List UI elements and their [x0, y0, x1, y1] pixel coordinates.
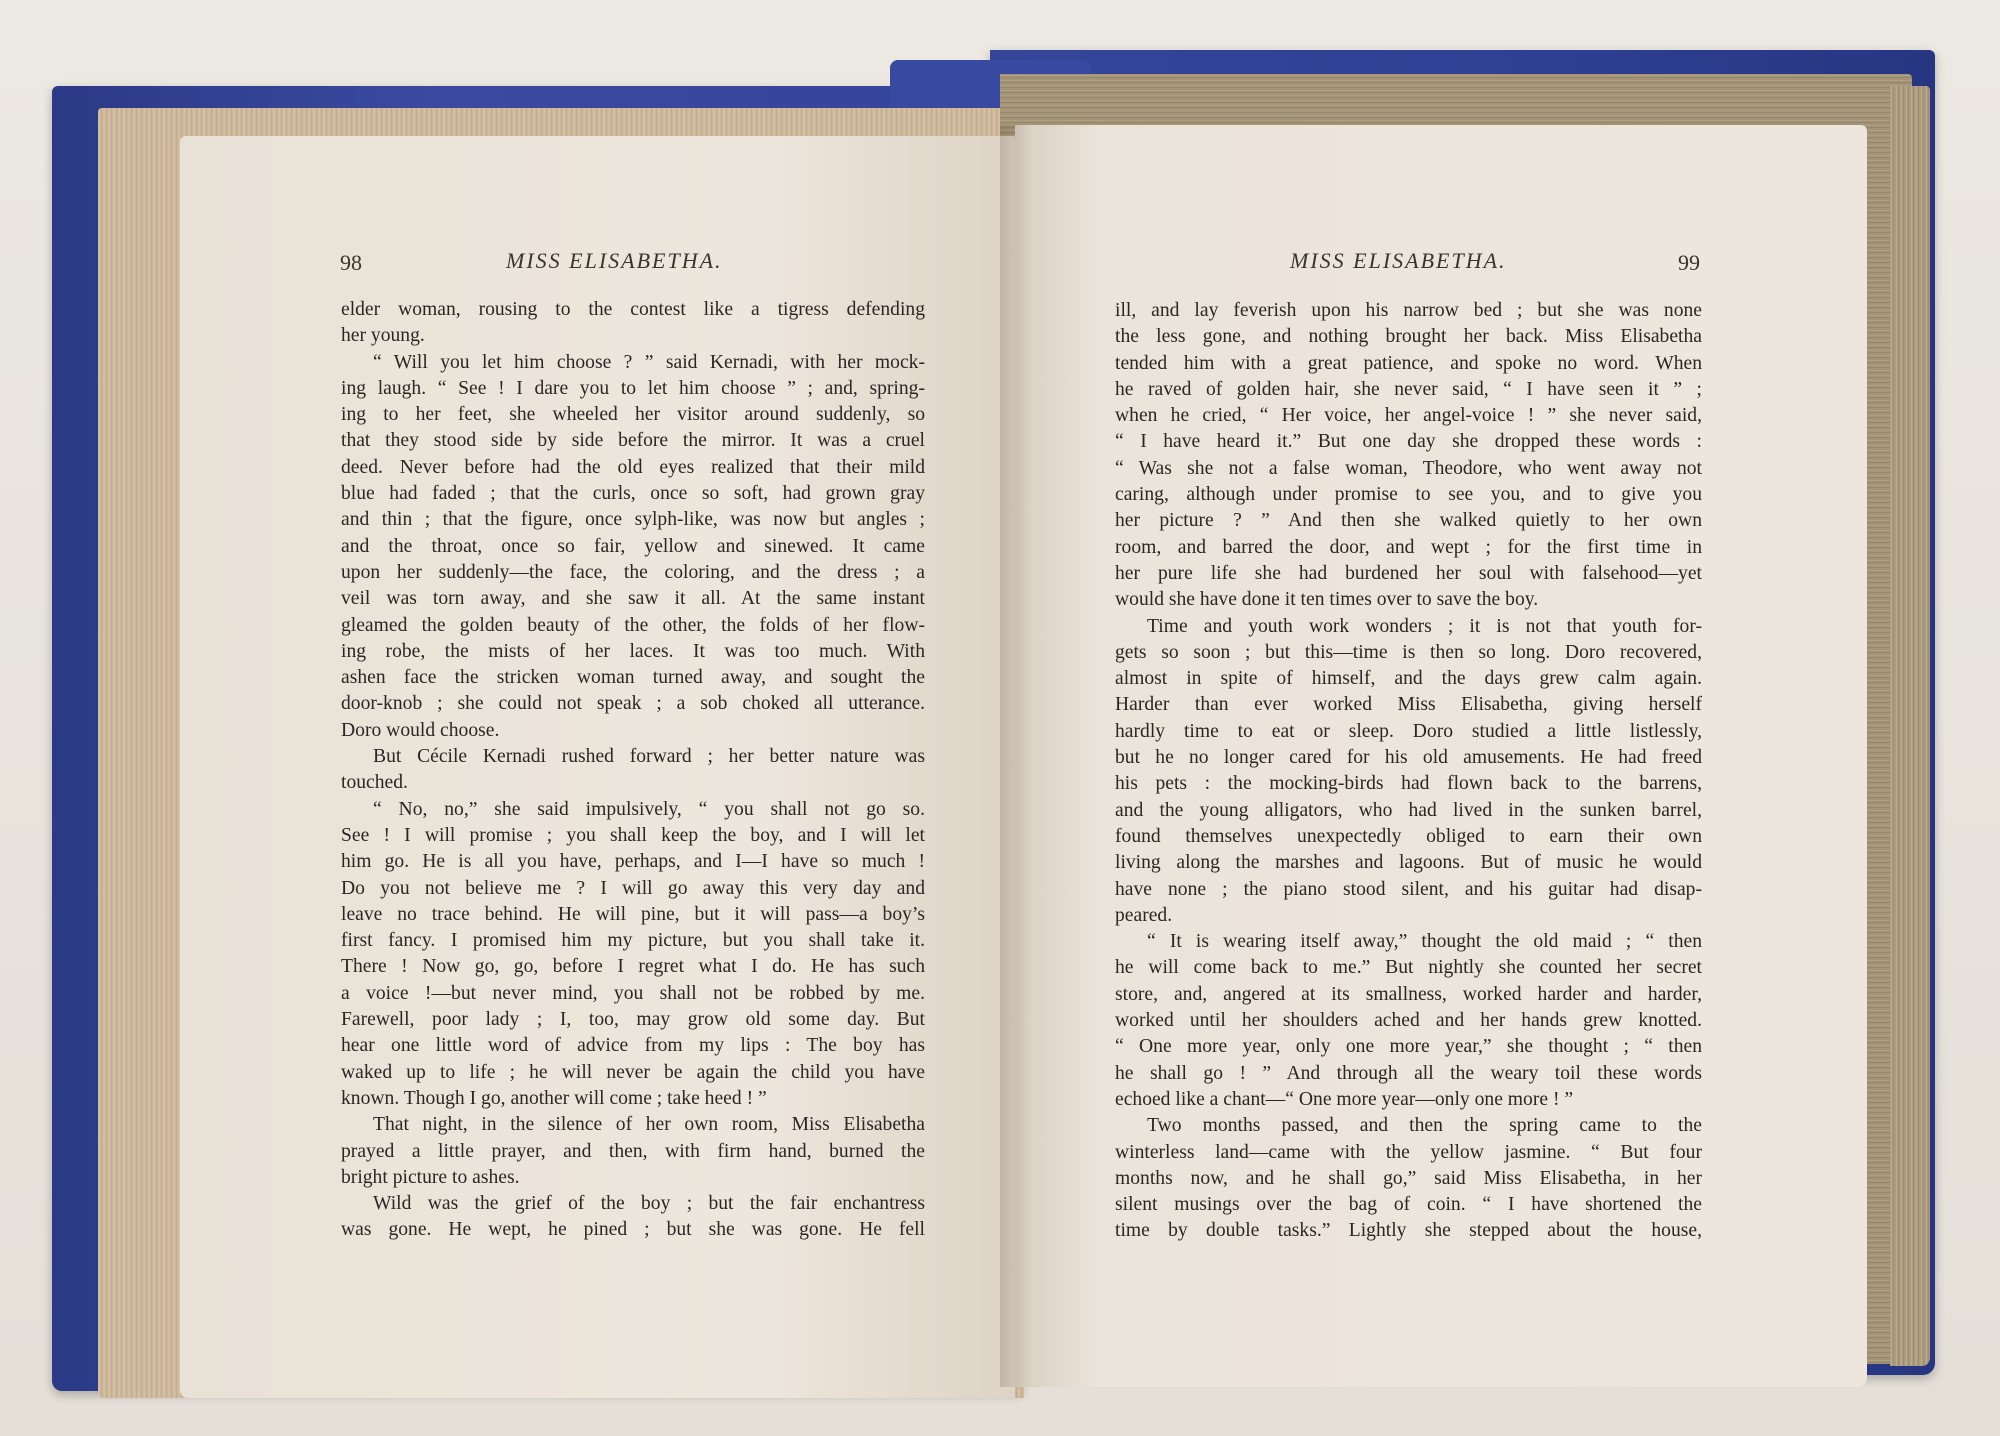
right-page-number: 99 — [1678, 250, 1700, 275]
text-line: Farewell, poor lady ; I, too, may grow old some day. But — [341, 1009, 925, 1031]
text-line: he shall go ! ” And through all the weary toil these words — [1115, 1062, 1702, 1084]
text-line: and the throat, once so fair, yellow and sinewed. It came — [341, 535, 925, 557]
text-line: store, and, angered at its smallness, worked harder and harder, — [1115, 983, 1702, 1005]
text-line: See ! I will promise ; you shall keep the boy, and I will let — [341, 824, 925, 846]
text-line: found themselves unexpectedly obliged to earn their own — [1115, 825, 1702, 847]
left-page-text — [341, 297, 925, 1244]
text-line: door-knob ; she could not speak ; a sob choked all utterance. — [341, 693, 925, 715]
text-line: but he no longer cared for his old amusements. He had freed — [1115, 747, 1702, 769]
text-line: the less gone, and nothing brought her back. Miss Elisabetha — [1115, 326, 1702, 348]
text-line: he raved of golden hair, she never said, “ I have seen it ” ; — [1115, 378, 1702, 400]
text-line: caring, although under promise to see you, and to give you — [1115, 484, 1702, 506]
text-line: ill, and lay feverish upon his narrow bed ; but she was none — [1115, 300, 1702, 321]
text-line: living along the marshes and lagoons. But of music he would — [1115, 852, 1702, 874]
text-line: “ No, no,” she said impulsively, “ you shall not go so. — [373, 798, 925, 820]
text-line: a voice !—but never mind, you shall not be robbed by me. — [341, 982, 925, 1004]
text-line: and thin ; that the figure, once sylph-like, was now but angles ; — [341, 509, 925, 531]
text-line: But Cécile Kernadi rushed forward ; her better nature was — [373, 746, 925, 768]
text-line: worked until her shoulders ached and her hands grew knotted. — [1115, 1010, 1702, 1032]
text-line: him go. He is all you have, perhaps, and I—I have so much ! — [341, 851, 925, 873]
text-line: Doro would choose. — [341, 719, 500, 741]
text-line: Do you not believe me ? I will go away this very day and — [341, 877, 925, 899]
text-line: waked up to life ; he will never be again the child you have — [341, 1061, 925, 1083]
text-line: elder woman, rousing to the contest like a tigress defending — [341, 299, 925, 320]
text-line: months now, and he shall go,” said Miss Elisabetha, in her — [1115, 1167, 1702, 1189]
text-line: “ I have heard it.” But one day she dropped these words : — [1115, 431, 1702, 453]
text-line: ing robe, the mists of her laces. It was too much. With — [341, 640, 925, 662]
text-line: known. Though I go, another will come ; take heed ! ” — [341, 1087, 767, 1109]
text-line: room, and barred the door, and wept ; for the first time in — [1115, 536, 1702, 558]
text-line: Wild was the grief of the boy ; but the fair enchantress — [373, 1193, 925, 1215]
text-line: touched. — [341, 772, 408, 794]
text-line: ashen face the stricken woman turned away, and sought the — [341, 667, 925, 689]
text-line: gleamed the golden beauty of the other, the folds of her flow- — [341, 614, 925, 636]
page-stack-right-edge — [1890, 86, 1930, 1366]
text-line: her picture ? ” And then she walked quietly to her own — [1115, 510, 1702, 532]
text-line: “ One more year, only one more year,” she thought ; “ then — [1115, 1036, 1702, 1058]
text-line: would she have done it ten times over to save the boy. — [1115, 589, 1539, 611]
right-page-text — [1115, 298, 1702, 1245]
text-line: when he cried, “ Her voice, her angel-voice ! ” she never said, — [1115, 405, 1702, 427]
text-line: he will come back to me.” But nightly she counted her secret — [1115, 957, 1702, 979]
left-running-head: MISS ELISABETHA. — [506, 248, 723, 273]
text-line: and the young alligators, who had lived in the sunken barrel, — [1115, 799, 1702, 821]
text-line: hardly time to eat or sleep. Doro studied a little listlessly, — [1115, 720, 1702, 742]
text-line: deed. Never before had the old eyes realized that their mild — [341, 456, 925, 478]
text-line: silent musings over the bag of coin. “ I have shortened the — [1115, 1194, 1702, 1216]
left-page-number: 98 — [340, 250, 362, 275]
text-line: That night, in the silence of her own room, Miss Elisabetha — [373, 1114, 925, 1136]
text-line: Time and youth work wonders ; it is not that youth for- — [1147, 615, 1702, 637]
text-line: first fancy. I promised him my picture, but you shall take it. — [341, 930, 925, 952]
text-line: prayed a little prayer, and then, with firm hand, burned the — [341, 1140, 925, 1162]
gutter-shadow — [1000, 125, 1032, 1387]
text-line: her young. — [341, 325, 425, 347]
text-line: peared. — [1115, 904, 1173, 926]
text-line: time by double tasks.” Lightly she stepped about the house, — [1115, 1220, 1702, 1242]
text-line: “ It is wearing itself away,” thought the old maid ; “ then — [1147, 931, 1702, 953]
text-line: hear one little word of advice from my lips : The boy has — [341, 1035, 925, 1057]
text-line: her pure life she had burdened her soul with falsehood—yet — [1115, 562, 1702, 584]
text-line: Harder than ever worked Miss Elisabetha, giving herself — [1115, 694, 1702, 716]
right-running-head: MISS ELISABETHA. — [1290, 248, 1507, 273]
text-line: There ! Now go, go, before I regret what I do. He has such — [341, 956, 925, 978]
text-line: his pets : the mocking-birds had flown back to the barrens, — [1115, 773, 1702, 795]
text-line: bright picture to ashes. — [341, 1166, 520, 1188]
text-line: was gone. He wept, he pined ; but she was gone. He fell — [341, 1219, 925, 1241]
text-line: echoed like a chant—“ One more year—only one more ! ” — [1115, 1088, 1574, 1110]
text-line: tended him with a great patience, and spoke no word. When — [1115, 352, 1702, 374]
text-line: ing laugh. “ See ! I dare you to let him choose ” ; and, spring- — [341, 377, 925, 399]
text-line: “ Will you let him choose ? ” said Kernadi, with her mock- — [373, 351, 925, 373]
text-line: gets so soon ; but this—time is then so long. Doro recovered, — [1115, 641, 1702, 663]
text-line: have none ; the piano stood silent, and his guitar had disap- — [1115, 878, 1702, 900]
text-line: veil was torn away, and she saw it all. At the same instant — [341, 588, 925, 610]
text-line: that they stood side by side before the mirror. It was a cruel — [341, 430, 925, 452]
text-line: upon her suddenly—the face, the coloring, and the dress ; a — [341, 561, 925, 583]
text-line: leave no trace behind. He will pine, but it will pass—a boy’s — [341, 903, 925, 925]
text-line: “ Was she not a false woman, Theodore, who went away not — [1115, 457, 1702, 479]
text-line: blue had faded ; that the curls, once so soft, had grown gray — [341, 483, 925, 505]
text-line: almost in spite of himself, and the days grew calm again. — [1115, 668, 1702, 690]
text-line: winterless land—came with the yellow jasmine. “ But four — [1115, 1141, 1702, 1163]
text-line: Two months passed, and then the spring came to the — [1147, 1115, 1702, 1137]
text-line: ing to her feet, she wheeled her visitor around suddenly, so — [341, 404, 925, 426]
